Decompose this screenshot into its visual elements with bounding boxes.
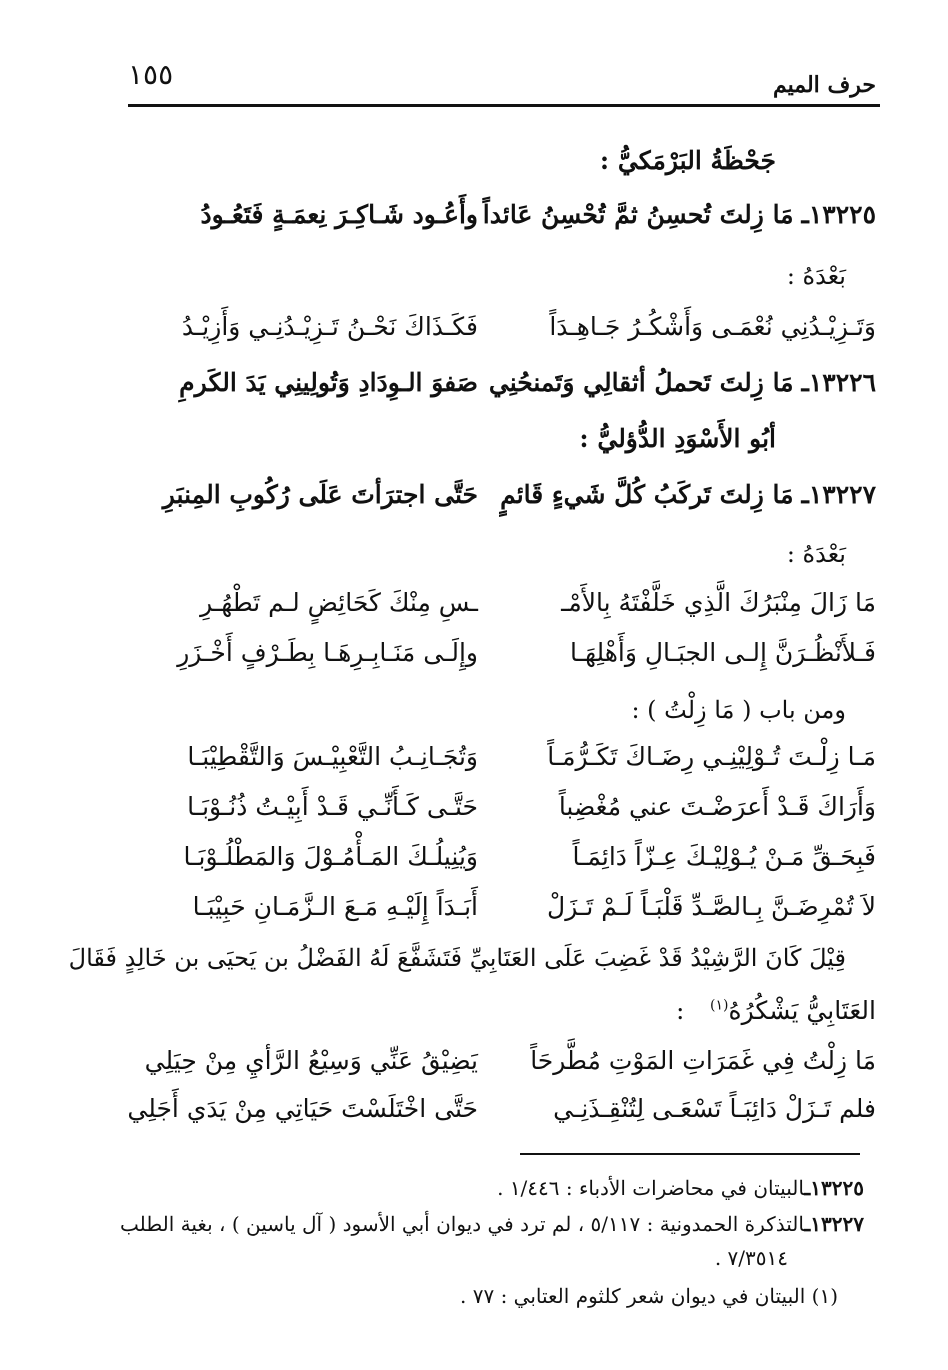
verse-second-hemistich: حَتَّى اخْتَلَسْتَ حَيَاتِي مِنْ يَدَي أَجَلِي (127, 1094, 478, 1123)
verse-first-hemistich: ١٣٢٢٦ـ مَا زِلتَ تَحملُ أثقالِي وَتَمنحُنِي (488, 368, 876, 397)
verse-first-hemistich: ١٣٢٢٥ـ مَا زِلتَ تُحسِنُ ثمَّ تُحْسِنُ عَائداً (482, 200, 876, 229)
footnote-continuation: ٧/٣٥١٤ . (714, 1246, 788, 1270)
verse-second-hemistich: وأَعُـود شَـاكِـرَ نِعمَـةٍ فَتَعُـودُ (200, 200, 478, 229)
verse-number: ١٣٢٢٥ـ (801, 200, 876, 229)
verse-first-hemistich: فَـلأَنْظُـرَنَّ إِلـى الجبَـالِ وَأَهْلِهَـا (570, 638, 876, 667)
footnote-marker: (١) (710, 997, 729, 1014)
prose-colon: : (676, 996, 685, 1025)
prose-line: العَتَابِيُّ يَشْكُرُهُ$^{(١)}$ (710, 996, 876, 1025)
verse-second-hemistich: وَتُجَـانِـبُ التَّعْبِيْـسَ وَالتَّقْطِيْبَـا (187, 742, 478, 771)
verse-first-hemistich: وَتَـزِيْـدُنِي نُعْمَـى وَأَشْكُـرُ جَـاهِـدَاً (549, 312, 876, 341)
continuation-label: بَعْدَهُ : (786, 540, 846, 568)
verse-second-hemistich: ـسِ مِنْكَ كَحَائِضٍ لـم تَطْهُـرِ (200, 588, 478, 617)
verse-second-hemistich: فَكَـذَاكَ نَحْـنُ تَـزِيْـدُنِـي وَأَزِيْـدُ (181, 312, 478, 341)
verse-second-hemistich: يَضِيْقُ عَنِّي وَسِيْعُ الرَّأيِ مِنْ حِيَلِي (144, 1046, 478, 1075)
verse-number: ١٣٢٢٦ـ (801, 368, 876, 397)
section-heading: ومن باب ( مَا زِلْتُ ) : (631, 696, 846, 724)
verse-second-hemistich: أَبَـدَاً إِلَيْـهِ مَـعَ الـزَّمَـانِ حَبِيْبَـا (192, 892, 478, 921)
verse-first-hemistich: مَا زَالَ مِنْبَرُكَ الَّذِي خَلَّفْتَهُ بِالأَمْـ (561, 588, 876, 617)
verse-number: ١٣٢٢٧ـ (801, 480, 876, 509)
footnote: ١٣٢٢٥ـالبيتان في محاضرات الأدباء : ١/٤٤٦ . (497, 1176, 864, 1200)
verse-first-hemistich: مَـا زِلْـتَ تُـوْلِيْنِـي رِضَـاكَ تَكَـرُّمَـاً (547, 742, 876, 771)
header-rule (128, 104, 880, 107)
verse-first-hemistich: ١٣٢٢٧ـ مَا زِلتَ تَركَبُ كُلَّ شَيءٍ قَائمٍ (500, 480, 876, 509)
verse-second-hemistich: وإِلَـى مَنَـابِـرِهَـا بِطَـرْفٍ أَخْـزَرِ (177, 638, 478, 667)
verse-first-hemistich: فَبِحَـقِّ مَـنْ يُـوْلِيْـكَ عِـزّاً دَائِمَـاً (572, 842, 876, 871)
verse-first-hemistich: فلم تَـزَلْ دَائِبَـاً تَسْعَـى لِتُنْقِـذَنِـي (553, 1094, 876, 1123)
poet-name: أبُو الأَسْوَدِ الدُّؤليُّ : (579, 424, 776, 453)
continuation-label: بَعْدَهُ : (786, 262, 846, 290)
verse-first-hemistich: وَأَرَاكَ قَـدْ أَعرَضْـتَ عني مُغْضِباً (558, 792, 876, 821)
footnote: (١) البيتان في ديوان شعر كلثوم العتابي : ٧٧ . (460, 1284, 838, 1308)
verse-second-hemistich: حَتَّـى كَـأَنِّـي قَـدْ أَبِيْـتُ ذُنُـوْبَـا (187, 792, 478, 821)
footnote: ١٣٢٢٧ـالتذكرة الحمدونية : ٥/١١٧ ، لم ترد في ديوان أبي الأسود ( آل ياسين ) ، بغية الطلب (120, 1212, 864, 1236)
footnote-rule (520, 1153, 860, 1155)
verse-second-hemistich: وَيُنِيلُـكَ المَـأْمُـوْلَ وَالمَطْلُـوْبَـا (183, 842, 478, 871)
chapter-title: حرف الميم (772, 72, 876, 98)
verse-first-hemistich: لاَ تُمْرِضَـنَّ بِـالصَّـدِّ قَلْبَـاً لَـمْ تَـزَلْ (547, 892, 876, 921)
page-number: ١٥٥ (128, 58, 174, 91)
verse-first-hemistich: مَا زِلْتُ فِي غَمَرَاتِ المَوْتِ مُطَّرحَاً (530, 1046, 876, 1075)
verse-second-hemistich: صَفوَ الـوِدَادِ وَتُولِينِي يَدَ الكَرمِ (179, 368, 478, 397)
verse-second-hemistich: حَتَّى اجترَأتَ عَلَى رُكُوبِ المِنبَرِ (162, 480, 478, 509)
poet-name: جَحْظَةُ البَرْمَكيُّ : (599, 146, 776, 175)
prose-line: قِيْلَ كَانَ الرَّشِيْدُ قَدْ غَضِبَ عَلَى العَتَابِيِّ فَتَشَفَّعَ لَهُ الفَضْلُ بن يَحيَى بن خَالِدٍ فَقَالَ (68, 944, 846, 972)
